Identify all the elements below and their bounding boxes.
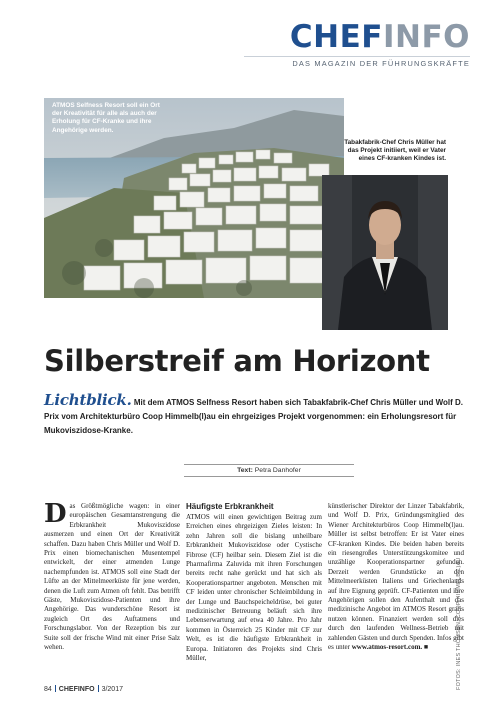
section-subhead: Häufigste Erbkrankheit (186, 502, 274, 511)
footer-divider (55, 685, 56, 692)
column-2-text: ATMOS will einen gewichtigen Beitrag zum Erreichen eines ehrgeizigen Zieles leisten: In zehn Jahren soll die bislang unheilbare Erbkrankheit Mukoviszidose oder Cystische Fibrose (CF) heilbar sein. Diesem Ziel ist die Pharmafirma Zaluvida mit ihren Forschungen bereits recht nahe gerückt und hat sich als Kooperationspartner angeboten. Menschen mit CF leiden unter chronischer Schleimbildung in der Lunge und Bauchspeicheldrüse, bei guter medizinischer Betreuung beläuft sich ihre Lebenserwartung auf etwa 40 Jahre. Pro Jahr kommen in Österreich 25 Kinder mit CF zur Welt, es ist die häufigste Erbkrankheit in Europa. Initiatoren des Projekts sind Chris Müller, (186, 513, 322, 663)
column-3-text: künstlerischer Direktor der Linzer Tabakfabrik, und Wolf D. Prix, Gründungsmitglied des Wiener Architekturbüros Coop Himmelb(l)au. Müller ist selbst betroffen: Er ist Vater eines CF-kranken Kindes. Die beiden haben bereits ein riesengroßes Unterstützungskomitee und unzählige Kooperationspartner gefunden. Derzeit werden Grundstücke an den Mittelmeerküsten Italiens und Griechenlands auf ihre Eignung geprüft. CF-Patienten und ihre Angehörigen sollen den Aufenthalt und das medizinische Angebot im ATMOS Resort gratis nutzen können. Finanziert werden soll dies durch den laufenden Wellness-Betrieb mit zahlenden Gästen und durch Spenden. Infos gibt es unter (328, 502, 464, 652)
photo-credit: FOTOS: INES THOMSEN, COOP HIMMELB(L)AU (456, 557, 462, 690)
article-column-1 (44, 499, 180, 653)
page-footer (44, 685, 123, 693)
byline-label: Text: (237, 467, 253, 474)
byline-author: Petra Danhofer (254, 467, 301, 474)
magazine-tagline: DAS MAGAZIN DER FÜHRUNGSKRÄFTE (244, 56, 470, 68)
resort-image-caption: ATMOS Selfness Resort soll ein Ort der Kreativität für alle als auch der Erholung für CF-Kranke und ihre Angehörige werden. (52, 102, 160, 134)
end-mark: ■ (423, 643, 429, 652)
drop-cap: D (44, 499, 67, 529)
resort-website-link[interactable]: www.atmos-resort.com. (351, 643, 423, 652)
portrait-caption: Tabakfabrik-Chef Chris Müller hat das Projekt initiiert, weil er Vater eines CF-kranken Kindes ist. (344, 139, 446, 163)
magazine-logo (289, 19, 470, 55)
byline (184, 464, 354, 477)
article-column-2 (186, 502, 322, 664)
logo-info: INFO (382, 19, 470, 55)
portrait-photo (322, 175, 448, 330)
page-number: 84 (44, 686, 52, 693)
logo-chef: CHEF (289, 19, 383, 55)
column-1-text: as Größtmögliche wagen: in einer europäischen Gesamtanstrengung die Erbkrankheit Mukoviszidose ausmerzen und einen Ort der Kreativität schaffen. Dazu haben Chris Müller und Wolf D. Prix einen biomechanischen Musentempel entwickelt, der einer atmenden Lunge nachempfunden ist. ATMOS soll eine Stadt der Lüfte an der Mittelmeerküste für jene werden, denen die Luft zum Atmen oft fehlt. Das betrifft Gäste, Mukoviszidose-Patienten und ihre Angehörige. Das wunderschöne Resort ist zugleich Ort des Auftatmens und Forschungslabor. Von der Rezeption bis zur Suite soll der frische Wind mit einer Prise Salz wehen. (44, 502, 180, 652)
footer-divider (98, 685, 99, 692)
article-lead (44, 393, 464, 438)
lead-kicker: Lichtblick. (44, 391, 132, 409)
article-headline: Silberstreif am Horizont (44, 344, 430, 378)
lead-text: Mit dem ATMOS Selfness Resort haben sich Tabakfabrik-Chef Chris Müller und Wolf D. Prix vom Architekturbüro Coop Himmelb(l)au ein ehrgeiziges Projekt vorgenommen: ein Erholungsresort für Mukoviszidose-Kranke. (44, 398, 463, 435)
article-column-3 (328, 502, 464, 653)
issue-number: 3/2017 (101, 686, 123, 693)
footer-brand: CHEFINFO (58, 686, 95, 693)
